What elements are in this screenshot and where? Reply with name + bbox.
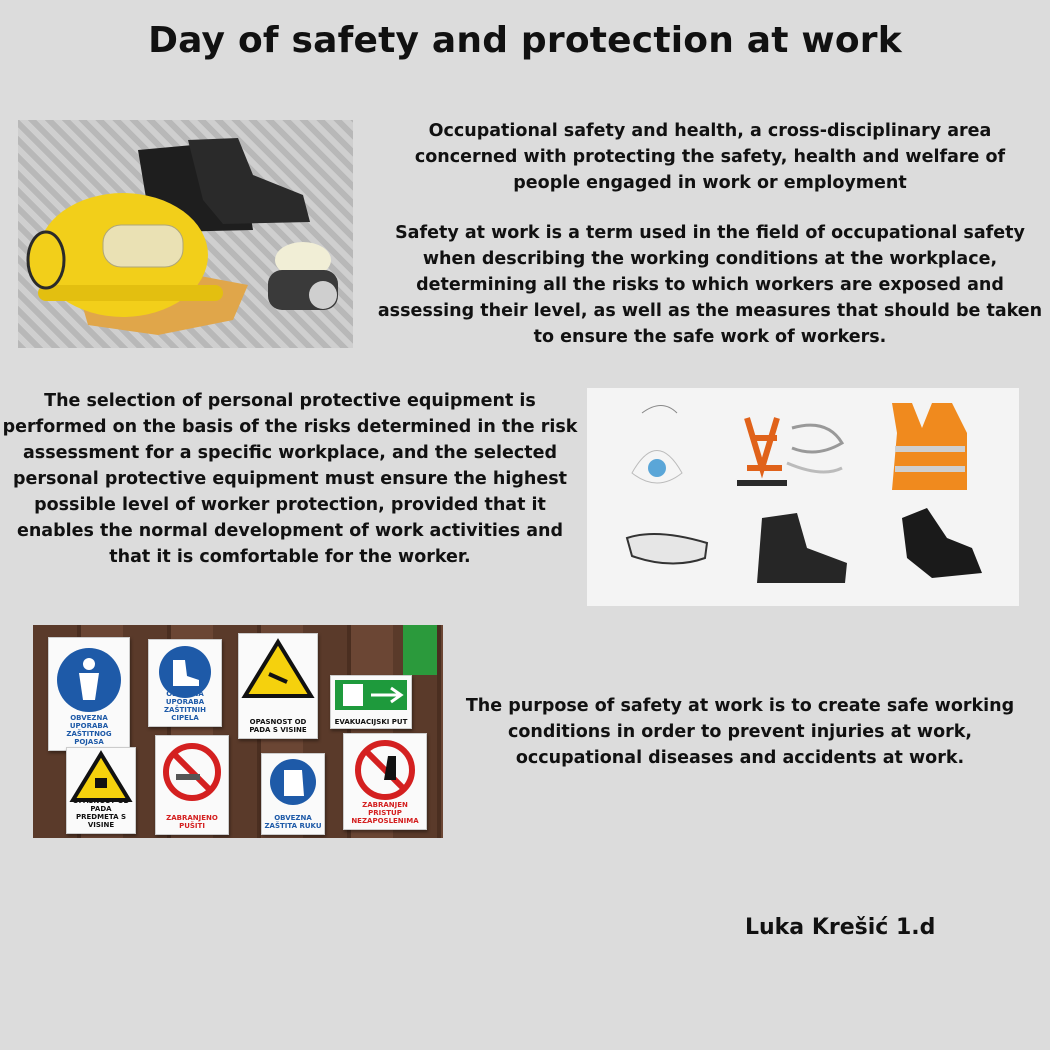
- ppe-equipment-image: [587, 388, 1019, 606]
- green-tag: [403, 625, 437, 675]
- ppe-selection-paragraph: The selection of personal protective equipment is performed on the basis of the risks determined in the risk assessment for a specific workplace, and the selected personal protective equipment must ensure the highest possible level of worker protection, provided that it enables the normal development of work activities and that it is comfortable for the worker.: [2, 391, 578, 567]
- safety-gear-image: [18, 120, 353, 348]
- sign-mandatory-harness: OBVEZNA UPORABA ZAŠTITNOG POJASA: [48, 637, 130, 751]
- sign-no-unauthorized-access: ZABRANJEN PRISTUP NEZAPOSLENIMA: [343, 733, 427, 830]
- page-title: Day of safety and protection at work: [148, 20, 902, 61]
- sign-evacuation-route: EVAKUACIJSKI PUT: [330, 675, 412, 729]
- author-name: Luka Krešić 1.d: [745, 915, 936, 940]
- safety-definition-paragraph: Safety at work is a term used in the field of occupational safety when describing the working conditions at the workplace, determining all the risks to which workers are exposed and assessing their level, as well as the measures that should be taken to ensure the safe work of workers.: [377, 223, 1043, 347]
- sign-danger-fall: OPASNOST OD PADA S VISINE: [238, 633, 318, 739]
- safety-signs-image: [33, 625, 443, 838]
- sign-mandatory-gloves: OBVEZNA ZAŠTITA RUKU: [261, 753, 325, 835]
- sign-mandatory-shoes: OBVEZNA UPORABA ZAŠTITNIH CIPELA: [148, 639, 222, 727]
- purpose-paragraph: The purpose of safety at work is to create safe working conditions in order to prevent injuries at work, occupational diseases and accidents at work.: [465, 696, 1015, 768]
- sign-danger-falling-objects: OPASNOST OD PADA PREDMETA S VISINE: [66, 747, 136, 834]
- intro-paragraph: Occupational safety and health, a cross-disciplinary area concerned with protecting the safety, health and welfare of people engaged in work or employment: [414, 121, 1006, 193]
- sign-no-smoking: ZABRANJENO PUŠITI: [155, 735, 229, 835]
